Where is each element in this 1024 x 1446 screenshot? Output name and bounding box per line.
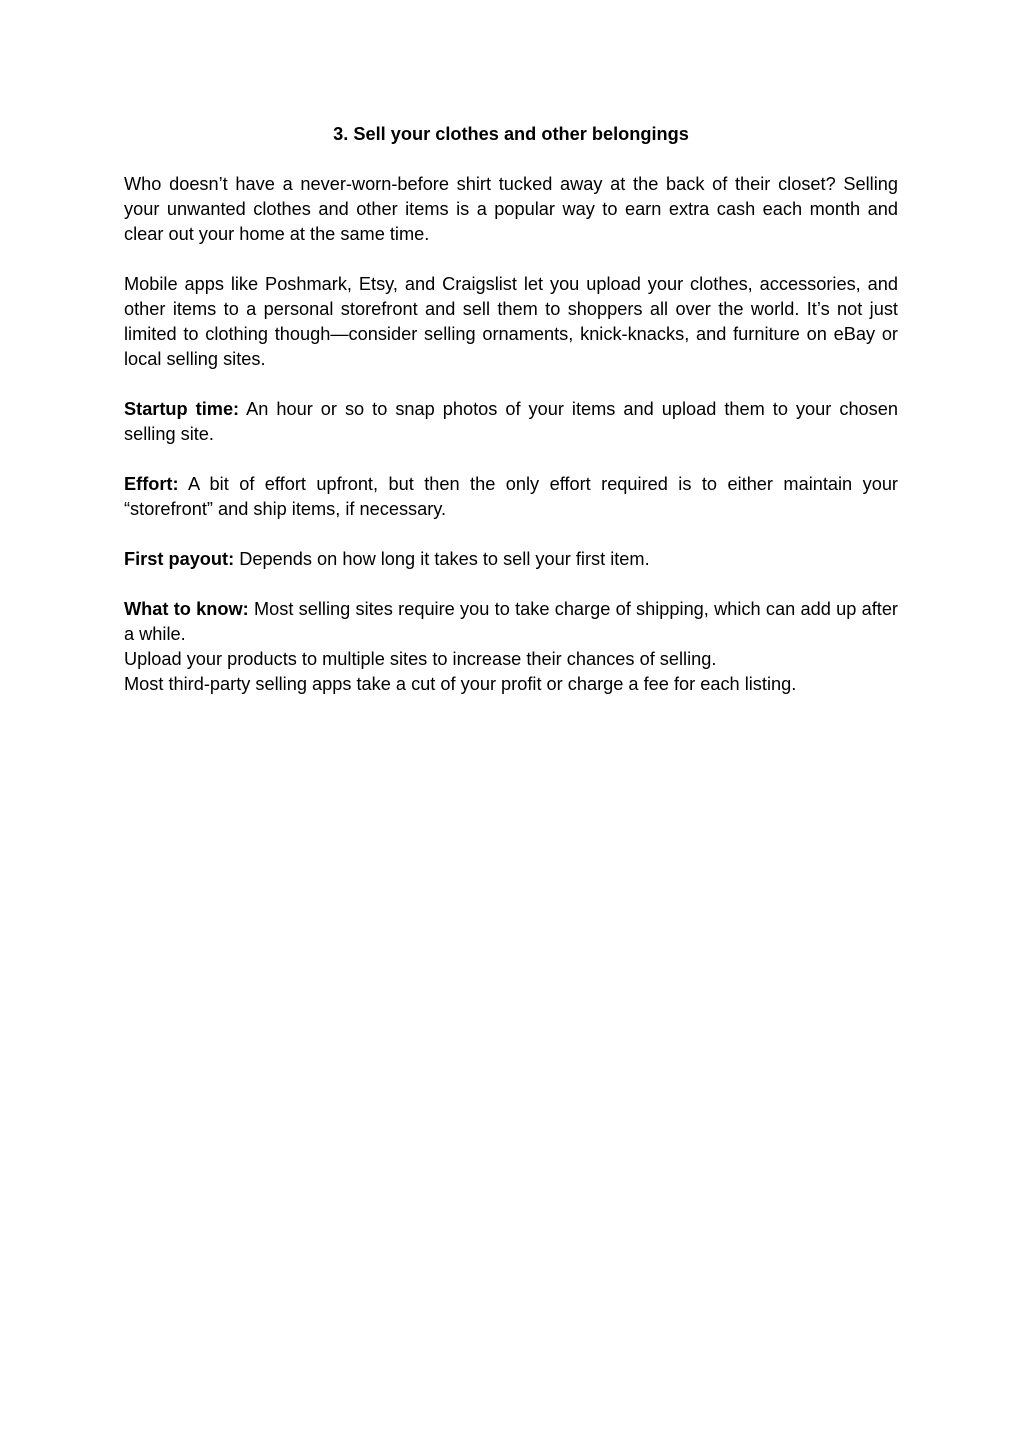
first-payout-text: Depends on how long it takes to sell your first item.: [234, 549, 650, 569]
startup-time-text: An hour or so to snap photos of your items and upload them to your chosen selling site.: [124, 399, 898, 444]
intro-paragraph: Who doesn’t have a never-worn-before shirt tucked away at the back of their closet? Selling your unwanted clothes and other items is a popular way to earn extra cash each month and clear out your home at the same time.: [124, 174, 898, 244]
first-payout-paragraph: [124, 547, 898, 572]
section-title: 3. Sell your clothes and other belongings: [333, 124, 689, 144]
what-to-know-paragraph: [124, 597, 898, 647]
apps-paragraph: Mobile apps like Poshmark, Etsy, and Craigslist let you upload your clothes, accessories, and other items to a personal storefront and sell them to shoppers all over the world. It’s not just limited to clothing though—consider selling ornaments, knick-knacks, and furniture on eBay or local selling sites.: [124, 274, 898, 369]
effort-paragraph: [124, 472, 898, 522]
startup-time-paragraph: [124, 397, 898, 447]
what-to-know-line-2: Upload your products to multiple sites to increase their chances of selling.: [124, 649, 717, 669]
what-to-know-line-3: Most third-party selling apps take a cut of your profit or charge a fee for each listing.: [124, 674, 797, 694]
effort-text: A bit of effort upfront, but then the only effort required is to either maintain your “storefront” and ship items, if necessary.: [124, 474, 898, 519]
what-to-know-text: Most selling sites require you to take charge of shipping, which can add up after a while.: [124, 599, 898, 644]
document-page: [124, 122, 898, 697]
effort-label: Effort:: [124, 474, 179, 494]
startup-time-label: Startup time:: [124, 399, 240, 419]
first-payout-label: First payout:: [124, 549, 235, 569]
what-to-know-label: What to know:: [124, 599, 249, 619]
